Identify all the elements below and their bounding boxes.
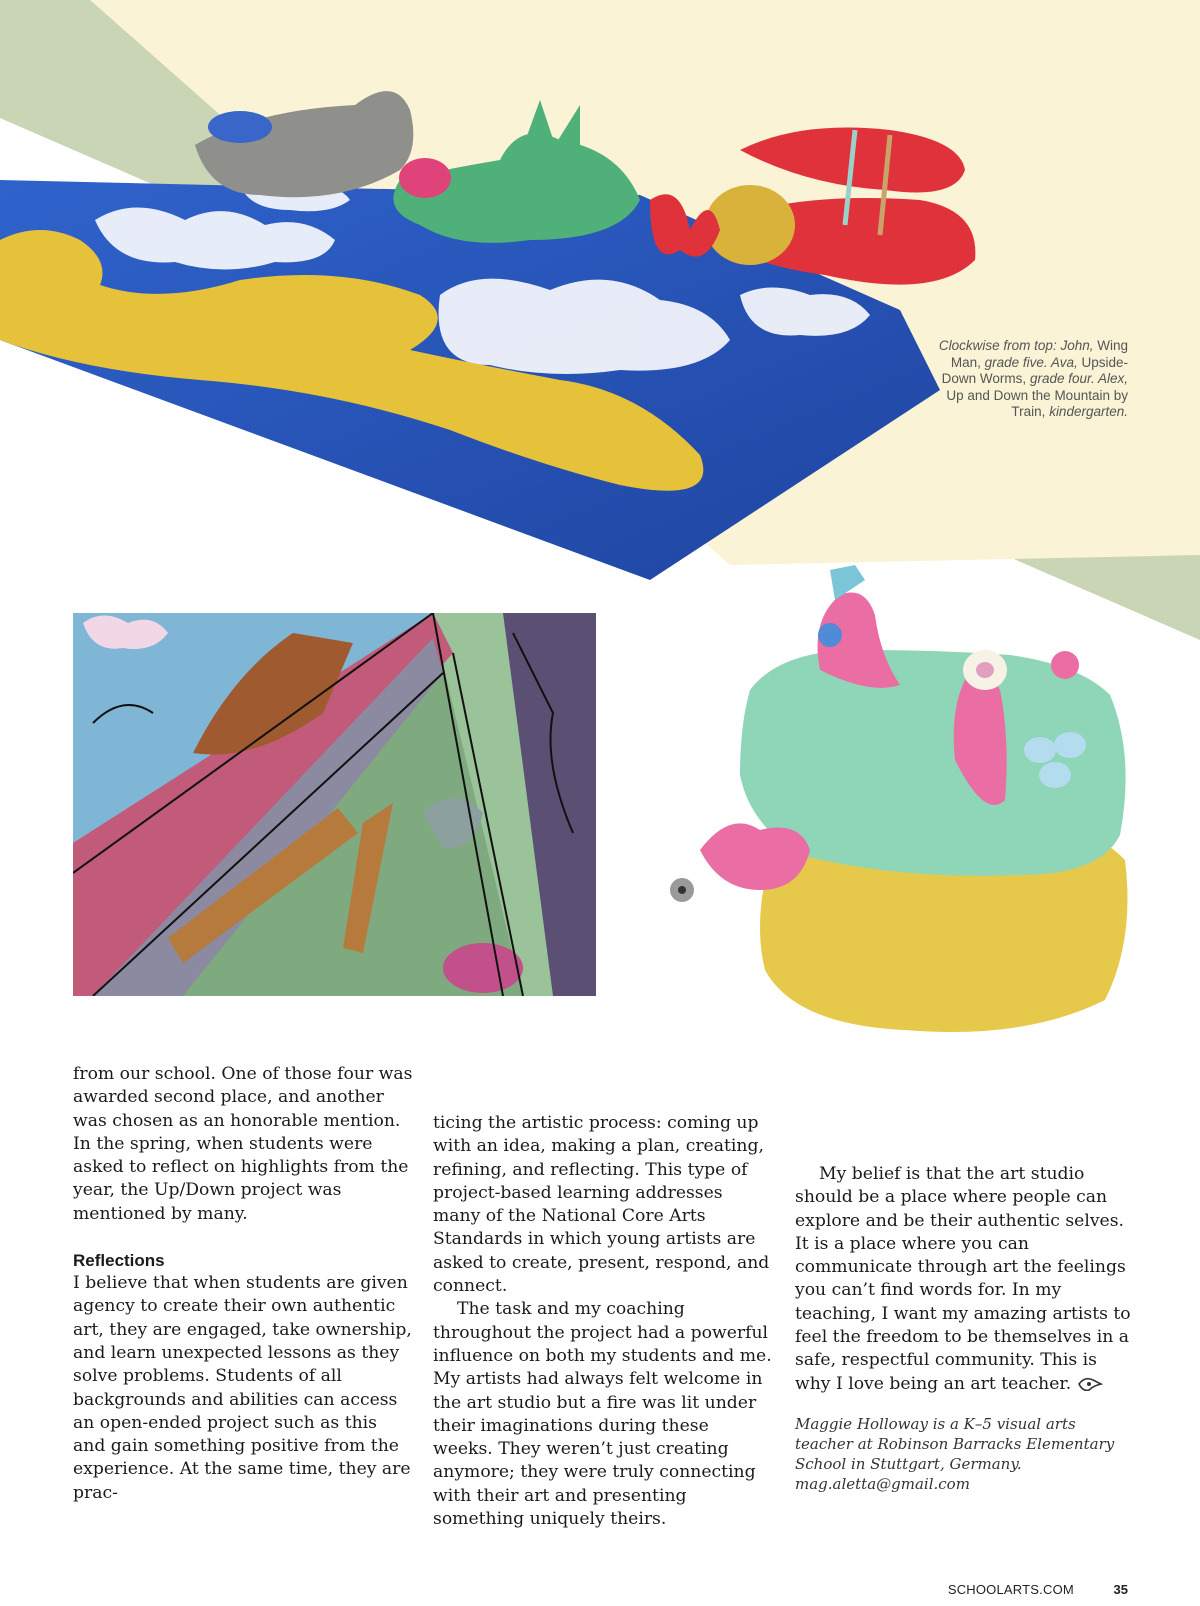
section-heading-reflections: Reflections bbox=[73, 1251, 165, 1271]
col3-paragraph-1-text: My belief is that the art studio should be a place where people can explore and be their authentic selves. It is a place where you can communicate through art the feelings you can’t find words for. In my teaching, I want my amazing artists to feel the freedom to be themselves in a safe, respectful community. This is why I love being an art teacher. bbox=[795, 1164, 1131, 1394]
caption-title-2: Upside-Down Worms, bbox=[941, 354, 1128, 386]
photo-caption bbox=[928, 338, 1128, 421]
caption-title-1: Wing Man, bbox=[950, 338, 1128, 370]
mountain-train-drawing-photo bbox=[73, 613, 596, 996]
author-byline: Maggie Holloway is a K–5 visual arts teacher at Robinson Barracks Elementary School in Stuttgart, Germany. mag.aletta@gmail.com bbox=[795, 1414, 1115, 1493]
col2-paragraph-1: ticing the artistic process: coming up with an idea, making a plan, creating, refining, and reflecting. This type of project-based learning addresses many of the National Core Arts Standards in which young artists are asked to create, present, respond, and connect. bbox=[433, 1113, 770, 1297]
col1-paragraph-2: I believe that when students are given agency to create their own authentic art, they are engaged, take ownership, and learn unexpected lessons as they solve problems. Students of all backgrounds and abilities can access an open-ended project such as this and gain something positive from the experience. At the same time, they are prac- bbox=[73, 1273, 412, 1503]
upside-down-worms-photo bbox=[670, 550, 1150, 1050]
article-column-3 bbox=[795, 1163, 1135, 1494]
schoolarts-end-mark-icon bbox=[1077, 1377, 1103, 1391]
article-column-2 bbox=[433, 1112, 773, 1531]
page-number: 35 bbox=[1113, 1582, 1128, 1597]
col3-paragraph-1 bbox=[795, 1163, 1135, 1396]
clay-planes-photo bbox=[0, 60, 1150, 600]
page-footer bbox=[0, 1582, 1128, 1597]
caption-grade-3: kindergarten. bbox=[1049, 404, 1128, 419]
caption-grade-2: grade four. Alex, bbox=[1029, 371, 1128, 386]
article-column-1 bbox=[73, 1063, 413, 1505]
caption-credit-1: Clockwise from top: John, bbox=[938, 338, 1094, 353]
caption-grade-1: grade five. Ava, bbox=[984, 354, 1078, 370]
caption-title-3: Up and Down the Mountain by Train, bbox=[946, 387, 1128, 419]
footer-site: SCHOOLARTS.COM bbox=[947, 1582, 1074, 1597]
col1-paragraph-1: from our school. One of those four was awarded second place, and another was chosen as an honorable mention. In the spring, when students were asked to reflect on highlights from the year, the Up/Down project was mentioned by many. bbox=[73, 1064, 413, 1224]
col2-paragraph-2: The task and my coaching throughout the project had a powerful influence on both my students and me. My artists had always felt welcome in the art studio but a fire was lit under their imaginations during these weeks. They weren’t just creating anymore; they were truly connecting with their art and presenting something uniquely theirs. bbox=[433, 1299, 772, 1530]
